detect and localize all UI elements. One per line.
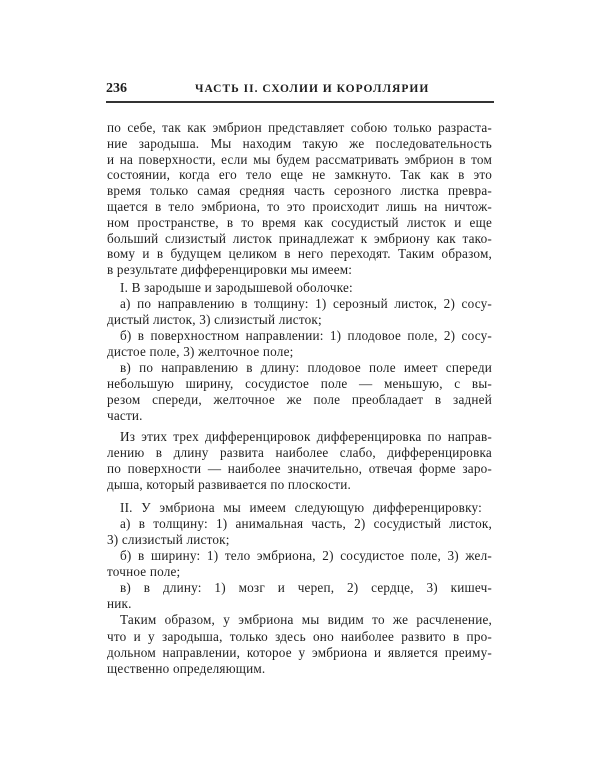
text-line: состоянии, когда его тело еще не замкнуто. Так как в это — [107, 167, 492, 182]
section-heading-1: I. В зародыше и зародышевой оболочке: — [120, 280, 353, 295]
text-line: в результате дифференцировки мы имеем: — [107, 262, 353, 277]
text-line: дистый листок, 3) слизистый листок; — [107, 312, 322, 327]
text-line: по себе, так как эмбрион представляет собою только разраста- — [107, 120, 492, 135]
text-line: время только самая средняя часть серозного листка превра- — [107, 183, 492, 198]
text-line: точное поле; — [107, 564, 181, 579]
text-line: а) по направлению в толщину: 1) серозный листок, 2) сосу- — [120, 296, 492, 311]
page-number: 236 — [106, 81, 127, 96]
text-line: дольном направлении, которое у эмбриона и является преиму- — [107, 645, 492, 660]
running-title: ЧАСТЬ II. СХОЛИИ И КОРОЛЛЯРИИ — [195, 83, 430, 95]
text-line: лению в длину развита наиболее слабо, дифференцировка — [107, 445, 492, 460]
text-line: а) в толщину: 1) анимальная часть, 2) сосудистый листок, — [120, 516, 492, 531]
text-line: ние зародыша. Мы находим такую же последовательность — [107, 136, 492, 151]
text-line: вому и в будущем целиком в него переходят. Таким образом, — [107, 246, 492, 261]
text-line: ном пространстве, в то время как сосудистый листок и еще — [107, 215, 492, 230]
text-line: больший слизистый листок принадлежат к эмбриону как тако- — [107, 231, 492, 246]
text-line: дистое поле, 3) желточное поле; — [107, 344, 294, 359]
text-line: щественно определяющим. — [107, 661, 266, 676]
header-rule — [106, 101, 494, 103]
text-line: резом спереди, желточное же поле преобладает в задней — [107, 392, 492, 407]
text-line: по поверхности — наиболее значительно, отвечая форме заро- — [107, 461, 492, 476]
text-line: щается в тело эмбриона, то это происходит лишь на ничтож- — [107, 199, 492, 214]
text-line: дыша, который развивается по плоскости. — [107, 477, 351, 492]
text-line: б) в ширину: 1) тело эмбриона, 2) сосудистое поле, 3) жел- — [120, 548, 492, 563]
text-line: б) в поверхностном направлении: 1) плодовое поле, 2) сосу- — [120, 328, 492, 343]
section-heading-2: II. У эмбриона мы имеем следующую дифференцировку: — [120, 500, 482, 515]
text-line: небольшую ширину, сосудистое поле — меньшую, с вы- — [107, 376, 492, 391]
text-line: и на поверхности, если мы будем рассматривать эмбрион в том — [107, 152, 492, 167]
text-line: 3) слизистый листок; — [107, 532, 230, 547]
text-line: в) в длину: 1) мозг и череп, 2) сердце, 3) кишеч- — [120, 580, 492, 595]
text-line: части. — [107, 408, 143, 423]
text-line: Из этих трех дифференцировок дифференцировка по направ- — [120, 429, 492, 444]
text-line: в) по направлению в длину: плодовое поле имеет спереди — [120, 360, 492, 375]
text-line: Таким образом, у эмбриона мы видим то же расчленение, — [120, 612, 492, 627]
text-line: ник. — [107, 596, 132, 611]
text-line: что и у зародыша, только здесь оно наиболее развито в про- — [107, 629, 492, 644]
